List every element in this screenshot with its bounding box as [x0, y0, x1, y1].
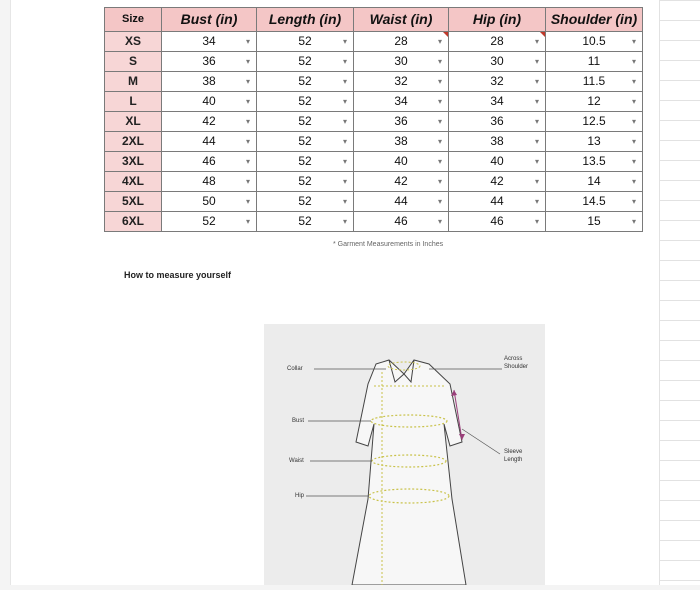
measurement-dropdown-cell[interactable] [354, 112, 449, 132]
cell-value: 50 [202, 194, 216, 208]
dropdown-arrow-icon[interactable]: ▾ [437, 217, 442, 226]
cell-value: 44 [490, 194, 504, 208]
measurement-dropdown-cell[interactable] [546, 192, 643, 212]
size-label: M [105, 72, 162, 92]
table-row [105, 152, 643, 172]
measurement-dropdown-cell[interactable] [162, 92, 257, 112]
dropdown-arrow-icon[interactable]: ▾ [534, 77, 539, 86]
measurement-dropdown-cell[interactable] [546, 72, 643, 92]
cell-value: 46 [394, 214, 408, 228]
table-header-row [105, 8, 643, 32]
label-collar: Collar [287, 366, 303, 372]
measurement-dropdown-cell[interactable] [162, 72, 257, 92]
cell-value: 42 [202, 114, 216, 128]
cell-value: 11.5 [582, 74, 606, 88]
size-label: S [105, 52, 162, 72]
measurement-dropdown-cell[interactable] [449, 132, 546, 152]
cell-value: 52 [298, 194, 312, 208]
measurement-dropdown-cell[interactable] [354, 132, 449, 152]
size-label: XS [105, 32, 162, 52]
dropdown-arrow-icon[interactable]: ▾ [631, 217, 636, 226]
measurement-dropdown-cell[interactable] [354, 92, 449, 112]
table-row [105, 32, 643, 52]
dropdown-arrow-icon[interactable]: ▾ [342, 217, 347, 226]
dropdown-arrow-icon[interactable]: ▾ [245, 217, 250, 226]
size-label: 4XL [105, 172, 162, 192]
cell-value: 52 [298, 74, 312, 88]
dress-illustration [264, 324, 545, 585]
measurement-dropdown-cell[interactable] [162, 152, 257, 172]
cell-value: 52 [298, 134, 312, 148]
cell-value: 52 [298, 34, 312, 48]
cell-value: 30 [394, 54, 408, 68]
measurement-dropdown-cell[interactable] [257, 72, 354, 92]
measurement-dropdown-cell[interactable] [162, 172, 257, 192]
table-row [105, 72, 643, 92]
cell-value: 40 [394, 154, 408, 168]
dropdown-arrow-icon[interactable]: ▾ [437, 77, 442, 86]
measurement-dropdown-cell[interactable] [257, 172, 354, 192]
sleeve-leader [462, 429, 500, 454]
measurement-dropdown-cell[interactable] [449, 92, 546, 112]
measurement-dropdown-cell[interactable] [449, 152, 546, 172]
measurement-dropdown-cell[interactable] [354, 212, 449, 232]
measurement-note: * Garment Measurements in Inches [333, 241, 444, 248]
table-row [105, 172, 643, 192]
table-row [105, 212, 643, 232]
measurement-dropdown-cell[interactable] [546, 132, 643, 152]
cell-value: 15 [587, 214, 601, 228]
cell-value: 30 [490, 54, 504, 68]
comment-indicator-icon [443, 32, 448, 37]
table-row [105, 192, 643, 212]
measurement-dropdown-cell[interactable] [546, 172, 643, 192]
cell-value: 42 [490, 174, 504, 188]
measurement-dropdown-cell[interactable] [354, 192, 449, 212]
dropdown-arrow-icon[interactable]: ▾ [437, 117, 442, 126]
cell-value: 10.5 [582, 34, 606, 48]
dropdown-arrow-icon[interactable]: ▾ [534, 37, 539, 46]
dropdown-arrow-icon[interactable]: ▾ [437, 197, 442, 206]
label-sleeve-1: Sleeve [504, 449, 523, 455]
dropdown-arrow-icon[interactable]: ▾ [245, 137, 250, 146]
cell-value: 38 [394, 134, 408, 148]
dropdown-arrow-icon[interactable]: ▾ [245, 77, 250, 86]
measurement-dropdown-cell[interactable] [449, 192, 546, 212]
dropdown-arrow-icon[interactable]: ▾ [342, 117, 347, 126]
cell-value: 32 [490, 74, 504, 88]
size-chart-table [104, 7, 643, 232]
dropdown-arrow-icon[interactable]: ▾ [631, 117, 636, 126]
dropdown-arrow-icon[interactable]: ▾ [437, 57, 442, 66]
measurement-dropdown-cell[interactable] [257, 112, 354, 132]
measurement-dropdown-cell[interactable] [546, 112, 643, 132]
measurement-dropdown-cell[interactable] [257, 152, 354, 172]
size-label: 5XL [105, 192, 162, 212]
measurement-dropdown-cell[interactable] [449, 52, 546, 72]
dropdown-arrow-icon[interactable]: ▾ [534, 137, 539, 146]
measurement-dropdown-cell[interactable] [257, 192, 354, 212]
dropdown-arrow-icon[interactable]: ▾ [631, 177, 636, 186]
cell-value: 44 [394, 194, 408, 208]
table-row [105, 112, 643, 132]
cell-value: 14.5 [582, 194, 606, 208]
measurement-dropdown-cell[interactable] [546, 212, 643, 232]
measurement-dropdown-cell[interactable] [257, 32, 354, 52]
cell-value: 52 [298, 174, 312, 188]
label-bust: Bust [292, 418, 305, 424]
label-hip: Hip [295, 493, 305, 499]
dropdown-arrow-icon[interactable]: ▾ [631, 37, 636, 46]
dropdown-arrow-icon[interactable]: ▾ [245, 157, 250, 166]
cell-value: 42 [394, 174, 408, 188]
dropdown-arrow-icon[interactable]: ▾ [245, 97, 250, 106]
dropdown-arrow-icon[interactable]: ▾ [534, 97, 539, 106]
size-label: 2XL [105, 132, 162, 152]
measurement-dropdown-cell[interactable] [449, 172, 546, 192]
dropdown-arrow-icon[interactable]: ▾ [534, 217, 539, 226]
table-row [105, 132, 643, 152]
size-label: L [105, 92, 162, 112]
cell-value: 28 [394, 34, 408, 48]
cell-value: 14 [587, 174, 601, 188]
measurement-dropdown-cell[interactable] [162, 112, 257, 132]
cell-value: 40 [490, 154, 504, 168]
dropdown-arrow-icon[interactable]: ▾ [437, 157, 442, 166]
measurement-dropdown-cell[interactable] [449, 212, 546, 232]
measurement-dropdown-cell[interactable] [546, 32, 643, 52]
measurement-dropdown-cell[interactable] [354, 152, 449, 172]
cell-value: 36 [394, 114, 408, 128]
header-bust: Bust (in) [162, 8, 257, 32]
cell-value: 38 [202, 74, 216, 88]
measurement-dropdown-cell[interactable] [354, 52, 449, 72]
size-label: 3XL [105, 152, 162, 172]
measurement-dropdown-cell[interactable] [162, 212, 257, 232]
dropdown-arrow-icon[interactable]: ▾ [437, 97, 442, 106]
header-size: Size [105, 8, 162, 32]
cell-value: 52 [298, 214, 312, 228]
dropdown-arrow-icon[interactable]: ▾ [631, 57, 636, 66]
cell-value: 52 [298, 54, 312, 68]
measurement-dropdown-cell[interactable] [546, 52, 643, 72]
label-across-shoulder-2: Shoulder [504, 364, 529, 370]
dropdown-arrow-icon[interactable]: ▾ [342, 137, 347, 146]
table-row [105, 92, 643, 112]
dropdown-arrow-icon[interactable]: ▾ [245, 177, 250, 186]
cell-value: 32 [394, 74, 408, 88]
dropdown-arrow-icon[interactable]: ▾ [437, 37, 442, 46]
cell-value: 12 [587, 94, 601, 108]
dress-outline [352, 360, 466, 585]
dropdown-arrow-icon[interactable]: ▾ [245, 197, 250, 206]
size-label: XL [105, 112, 162, 132]
label-waist: Waist [289, 458, 304, 464]
size-label: 6XL [105, 212, 162, 232]
measurement-dropdown-cell[interactable] [257, 52, 354, 72]
dropdown-arrow-icon[interactable]: ▾ [534, 177, 539, 186]
measurement-dropdown-cell[interactable] [546, 152, 643, 172]
table-row [105, 52, 643, 72]
comment-indicator-icon [540, 32, 545, 37]
cell-value: 34 [490, 94, 504, 108]
cell-value: 52 [298, 94, 312, 108]
header-hip: Hip (in) [449, 8, 546, 32]
cell-value: 46 [202, 154, 216, 168]
measurement-dropdown-cell[interactable] [257, 212, 354, 232]
label-sleeve-2: Length [504, 457, 523, 463]
dropdown-arrow-icon[interactable]: ▾ [437, 137, 442, 146]
header-shoulder: Shoulder (in) [546, 8, 643, 32]
cell-value: 13.5 [582, 154, 606, 168]
cell-value: 52 [202, 214, 216, 228]
dropdown-arrow-icon[interactable]: ▾ [437, 177, 442, 186]
cell-value: 38 [490, 134, 504, 148]
label-across-shoulder-1: Across [504, 356, 523, 362]
dropdown-arrow-icon[interactable]: ▾ [534, 197, 539, 206]
measurement-dropdown-cell[interactable] [546, 92, 643, 112]
cell-value: 12.5 [582, 114, 606, 128]
dropdown-arrow-icon[interactable]: ▾ [245, 37, 250, 46]
dropdown-arrow-icon[interactable]: ▾ [342, 97, 347, 106]
dropdown-arrow-icon[interactable]: ▾ [342, 177, 347, 186]
how-to-measure-heading: How to measure yourself [124, 270, 232, 280]
dropdown-arrow-icon[interactable]: ▾ [342, 37, 347, 46]
dropdown-arrow-icon[interactable]: ▾ [342, 77, 347, 86]
measurement-dropdown-cell[interactable] [449, 72, 546, 92]
header-waist: Waist (in) [354, 8, 449, 32]
measurement-dropdown-cell[interactable] [449, 32, 546, 52]
spreadsheet-grid-background [659, 0, 700, 585]
cell-value: 52 [298, 114, 312, 128]
cell-value: 13 [587, 134, 601, 148]
measurement-dropdown-cell[interactable] [354, 172, 449, 192]
cell-value: 11 [587, 54, 601, 68]
dropdown-arrow-icon[interactable]: ▾ [534, 157, 539, 166]
dropdown-arrow-icon[interactable]: ▾ [631, 157, 636, 166]
dropdown-arrow-icon[interactable]: ▾ [245, 117, 250, 126]
dropdown-arrow-icon[interactable]: ▾ [631, 97, 636, 106]
header-length: Length (in) [257, 8, 354, 32]
measurement-dropdown-cell[interactable] [354, 32, 449, 52]
cell-value: 44 [202, 134, 216, 148]
cell-value: 28 [490, 34, 504, 48]
measurement-diagram [264, 324, 545, 585]
dropdown-arrow-icon[interactable]: ▾ [342, 157, 347, 166]
cell-value: 34 [202, 34, 216, 48]
cell-value: 52 [298, 154, 312, 168]
measurement-dropdown-cell[interactable] [257, 132, 354, 152]
cell-value: 36 [490, 114, 504, 128]
measurement-dropdown-cell[interactable] [162, 52, 257, 72]
dropdown-arrow-icon[interactable]: ▾ [534, 117, 539, 126]
cell-value: 46 [490, 214, 504, 228]
dropdown-arrow-icon[interactable]: ▾ [534, 57, 539, 66]
cell-value: 34 [394, 94, 408, 108]
dropdown-arrow-icon[interactable]: ▾ [342, 197, 347, 206]
cell-value: 40 [202, 94, 216, 108]
dropdown-arrow-icon[interactable]: ▾ [342, 57, 347, 66]
measurement-dropdown-cell[interactable] [354, 72, 449, 92]
dropdown-arrow-icon[interactable]: ▾ [631, 197, 636, 206]
measurement-dropdown-cell[interactable] [449, 112, 546, 132]
measurement-dropdown-cell[interactable] [162, 132, 257, 152]
measurement-dropdown-cell[interactable] [162, 192, 257, 212]
cell-value: 48 [202, 174, 216, 188]
cell-value: 36 [202, 54, 216, 68]
measurement-dropdown-cell[interactable] [162, 32, 257, 52]
measurement-dropdown-cell[interactable] [257, 92, 354, 112]
dropdown-arrow-icon[interactable]: ▾ [631, 77, 636, 86]
dropdown-arrow-icon[interactable]: ▾ [245, 57, 250, 66]
dropdown-arrow-icon[interactable]: ▾ [631, 137, 636, 146]
